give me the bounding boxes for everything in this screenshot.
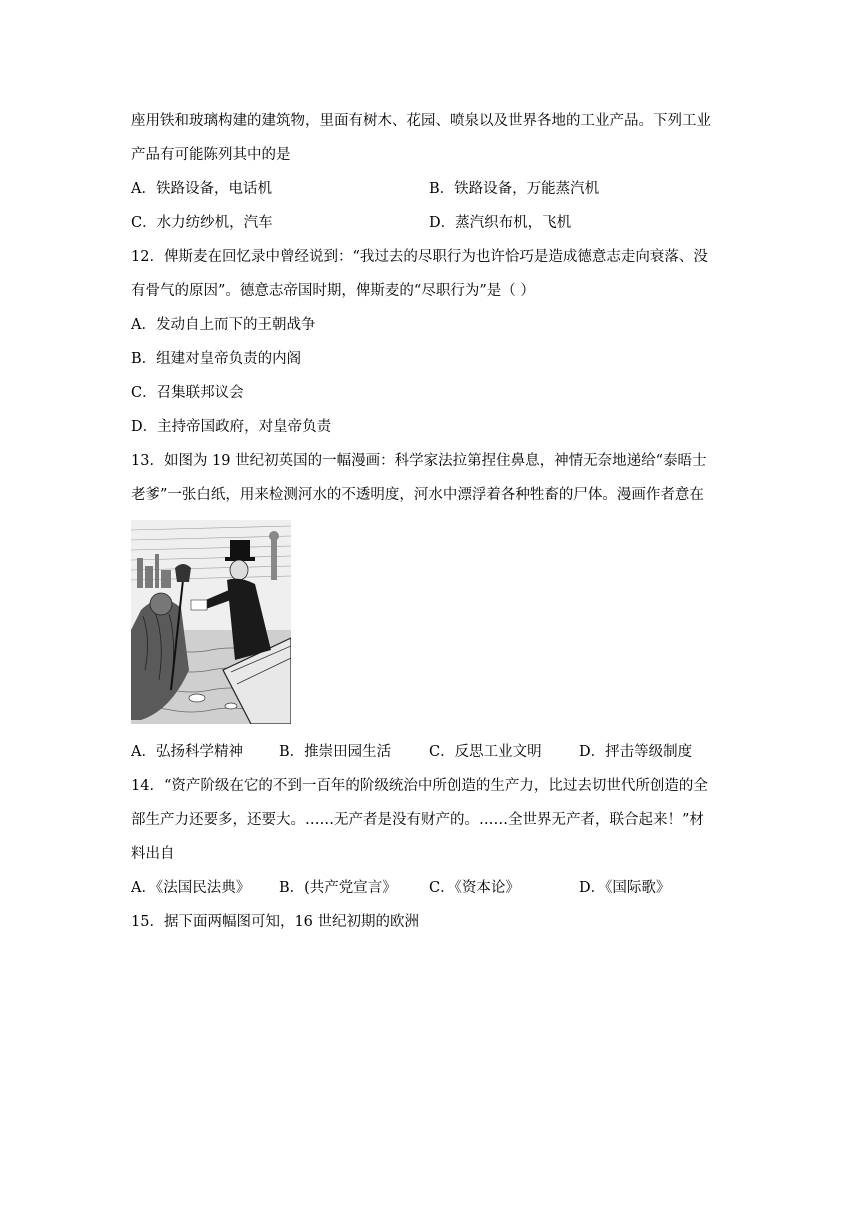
- q14-option-d[interactable]: D．《国际歌》: [579, 880, 671, 896]
- q14-stem-line-3: 料出自: [131, 846, 175, 862]
- q13-option-c[interactable]: C．反思工业文明: [429, 744, 542, 760]
- q11-option-c[interactable]: C．水力纺纱机，汽车: [131, 215, 273, 231]
- q13-option-d[interactable]: D．抨击等级制度: [579, 744, 693, 760]
- q14-option-c[interactable]: C．《资本论》: [429, 880, 520, 896]
- q14-option-a[interactable]: A．《法国民法典》: [131, 880, 251, 896]
- q11-option-a[interactable]: A．铁路设备，电话机: [131, 181, 272, 197]
- q12-option-a[interactable]: A．发动自上而下的王朝战争: [131, 317, 316, 333]
- q13-option-b[interactable]: B．推崇田园生活: [279, 744, 392, 760]
- q13-stem-line-1: 13．如图为 19 世纪初英国的一幅漫画：科学家法拉第捏住鼻息，神情无奈地递给“泰晤士: [131, 453, 707, 469]
- q12-option-c[interactable]: C．召集联邦议会: [131, 385, 244, 401]
- q11-option-b[interactable]: B．铁路设备，万能蒸汽机: [429, 181, 600, 197]
- q11-option-d[interactable]: D．蒸汽织布机，飞机: [429, 215, 572, 231]
- q12-stem-line-2: 有骨气的原因”。德意志帝国时期，俾斯麦的“尽职行为”是（ ）: [131, 283, 535, 299]
- q13-option-a[interactable]: A．弘扬科学精神: [131, 744, 243, 760]
- q14-stem-line-1: 14．“资产阶级在它的不到一百年的阶级统治中所创造的生产力，比过去切世代所创造的全: [131, 778, 708, 794]
- q12-option-d[interactable]: D．主持帝国政府，对皇帝负责: [131, 419, 332, 435]
- q14-stem-line-2: 部生产力还要多，还要大。……无产者是没有财产的。……全世界无产者，联合起来！”材: [131, 812, 704, 828]
- q12-option-b[interactable]: B．组建对皇帝负责的内阁: [131, 351, 302, 367]
- q15-stem-line-1: 15．据下面两幅图可知，16 世纪初期的欧洲: [131, 914, 420, 930]
- q14-option-b[interactable]: B．(共产党宣言》: [279, 880, 397, 896]
- q13-stem-line-2: 老爹”一张白纸，用来检测河水的不透明度，河水中漂浮着各种牲畜的尸体。漫画作者意在: [131, 487, 704, 503]
- q11-stem-line-2: 产品有可能陈列其中的是: [131, 147, 291, 163]
- q12-stem-line-1: 12．俾斯麦在回忆录中曾经说到：“我过去的尽职行为也许恰巧是造成德意志走向衰落、没: [131, 249, 708, 265]
- faraday-cartoon-image: [131, 520, 291, 724]
- q11-stem-line-1: 座用铁和玻璃构建的建筑物，里面有树木、花园、喷泉以及世界各地的工业产品。下列工业: [131, 113, 711, 129]
